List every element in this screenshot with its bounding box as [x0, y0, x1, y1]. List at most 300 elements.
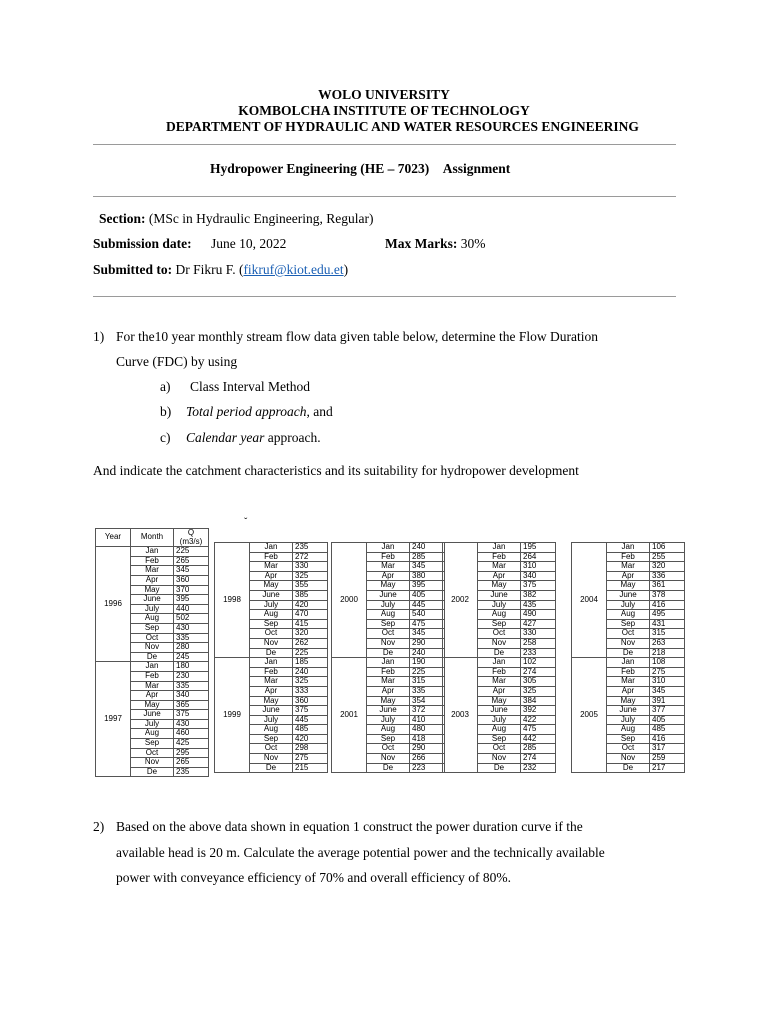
month-cell: June	[607, 590, 650, 600]
month-cell: Aug	[250, 610, 293, 620]
flow-cell: 335	[174, 633, 209, 643]
flow-cell: 372	[410, 706, 445, 716]
month-cell: June	[131, 595, 174, 605]
month-cell: June	[250, 590, 293, 600]
q1-c-label: c)	[160, 430, 171, 445]
q1-line1: For the10 year monthly stream flow data given table below, determine the Flow Duration	[116, 329, 598, 344]
flow-cell: 392	[521, 706, 556, 716]
flow-cell: 360	[293, 696, 328, 706]
month-cell: Sep	[250, 734, 293, 744]
month-cell: Aug	[478, 725, 521, 735]
month-cell: Feb	[478, 667, 521, 677]
flow-cell: 430	[174, 623, 209, 633]
month-cell: Feb	[250, 552, 293, 562]
month-cell: Sep	[250, 619, 293, 629]
flow-cell: 495	[650, 610, 685, 620]
month-cell: July	[367, 715, 410, 725]
email-link[interactable]: fikruf@kiot.edu.et	[243, 262, 344, 277]
month-cell: May	[478, 581, 521, 591]
month-cell: June	[367, 590, 410, 600]
flow-cell: 336	[650, 571, 685, 581]
month-cell: De	[607, 763, 650, 773]
max-marks-label: Max Marks:	[385, 236, 458, 251]
q1-b-italic: Total period approach	[186, 404, 307, 419]
q2-line3: power with conveyance efficiency of 70% and overall efficiency of 80%.	[116, 870, 511, 885]
month-cell: De	[250, 763, 293, 773]
q1-a-text: Class Interval Method	[190, 379, 310, 394]
flow-table-group	[331, 542, 445, 773]
flow-table-group	[214, 542, 328, 773]
month-cell: Mar	[367, 562, 410, 572]
flow-cell: 325	[293, 571, 328, 581]
flow-cell: 335	[410, 686, 445, 696]
flow-cell: 245	[174, 652, 209, 662]
flow-cell: 265	[174, 758, 209, 768]
flow-cell: 361	[650, 581, 685, 591]
assignment-label: Assignment	[442, 161, 511, 176]
year-cell: 2001	[332, 658, 367, 773]
flow-cell: 345	[174, 566, 209, 576]
flow-cell: 240	[410, 543, 445, 553]
month-cell: Apr	[367, 686, 410, 696]
month-cell: Jan	[131, 662, 174, 672]
month-cell: Feb	[367, 667, 410, 677]
month-cell: Oct	[131, 748, 174, 758]
month-cell: Jan	[250, 658, 293, 668]
month-cell: Aug	[478, 610, 521, 620]
table-row	[332, 543, 445, 553]
flow-cell: 263	[650, 638, 685, 648]
flow-cell: 485	[293, 725, 328, 735]
flow-cell: 405	[650, 715, 685, 725]
flow-cell: 395	[174, 595, 209, 605]
month-cell: July	[250, 715, 293, 725]
flow-table-group	[442, 542, 556, 773]
submission-date-line	[93, 236, 192, 252]
submission-date-label: Submission date:	[93, 236, 192, 251]
flow-cell: 218	[650, 648, 685, 658]
month-cell: Feb	[478, 552, 521, 562]
month-cell: Nov	[478, 638, 521, 648]
month-cell: Apr	[250, 686, 293, 696]
year-cell: 1997	[96, 662, 131, 777]
divider	[93, 144, 676, 145]
flow-cell: 225	[410, 667, 445, 677]
flow-cell: 360	[174, 575, 209, 585]
flow-cell: 375	[521, 581, 556, 591]
month-cell: Sep	[478, 619, 521, 629]
month-cell: Jan	[607, 543, 650, 553]
table-row	[572, 543, 685, 553]
table-row	[332, 658, 445, 668]
month-cell: De	[367, 763, 410, 773]
month-cell: Mar	[607, 677, 650, 687]
month-cell: Apr	[250, 571, 293, 581]
flow-cell: 290	[410, 638, 445, 648]
flow-cell: 259	[650, 754, 685, 764]
flow-cell: 420	[293, 600, 328, 610]
flow-table-group	[571, 542, 685, 773]
flow-cell: 240	[293, 667, 328, 677]
year-cell: 2005	[572, 658, 607, 773]
course-name: Hydropower Engineering (HE – 7023)	[210, 161, 430, 176]
flow-cell: 345	[410, 562, 445, 572]
q1-c-text	[186, 430, 321, 446]
month-cell: June	[131, 710, 174, 720]
flow-cell: 440	[174, 604, 209, 614]
max-marks-line	[385, 236, 485, 252]
flow-cell: 258	[521, 638, 556, 648]
table-header-month: Month	[131, 529, 174, 547]
q1-b-label: b)	[160, 404, 172, 419]
month-cell: Jan	[478, 658, 521, 668]
month-cell: Mar	[607, 562, 650, 572]
flow-cell: 330	[293, 562, 328, 572]
flow-cell: 460	[174, 729, 209, 739]
month-cell: Feb	[607, 552, 650, 562]
month-cell: Apr	[607, 571, 650, 581]
flow-cell: 375	[293, 706, 328, 716]
month-cell: Sep	[367, 619, 410, 629]
flow-cell: 320	[293, 629, 328, 639]
flow-cell: 264	[521, 552, 556, 562]
month-cell: Nov	[131, 643, 174, 653]
month-cell: July	[131, 604, 174, 614]
month-cell: Sep	[367, 734, 410, 744]
month-cell: Oct	[367, 744, 410, 754]
flow-cell: 480	[410, 725, 445, 735]
month-cell: July	[478, 600, 521, 610]
month-cell: Apr	[131, 575, 174, 585]
flow-cell: 285	[410, 552, 445, 562]
year-cell: 1998	[215, 543, 250, 658]
month-cell: Oct	[250, 629, 293, 639]
flow-cell: 422	[521, 715, 556, 725]
month-cell: Sep	[478, 734, 521, 744]
month-cell: Sep	[131, 623, 174, 633]
month-cell: Mar	[250, 677, 293, 687]
month-cell: De	[478, 763, 521, 773]
month-cell: July	[131, 719, 174, 729]
month-cell: Nov	[367, 638, 410, 648]
q2-line2: available head is 20 m. Calculate the average potential power and the technically available	[116, 845, 605, 860]
flow-cell: 266	[410, 754, 445, 764]
month-cell: Jan	[478, 543, 521, 553]
month-cell: Aug	[607, 610, 650, 620]
table-header-q: Q (m3/s)	[174, 529, 209, 547]
table-header-row	[96, 529, 209, 547]
flow-cell: 485	[650, 725, 685, 735]
flow-cell: 315	[410, 677, 445, 687]
q1-c-italic: Calendar year	[186, 430, 265, 445]
month-cell: Jan	[367, 658, 410, 668]
month-cell: Jan	[367, 543, 410, 553]
month-cell: Apr	[478, 571, 521, 581]
flow-cell: 275	[293, 754, 328, 764]
flow-cell: 320	[650, 562, 685, 572]
month-cell: Apr	[367, 571, 410, 581]
month-cell: Jan	[131, 547, 174, 557]
flow-cell: 333	[293, 686, 328, 696]
flow-cell: 235	[174, 767, 209, 777]
month-cell: June	[607, 706, 650, 716]
submitted-to-label: Submitted to:	[93, 262, 173, 277]
flow-cell: 195	[521, 543, 556, 553]
flow-cell: 275	[650, 667, 685, 677]
month-cell: Oct	[607, 744, 650, 754]
flow-cell: 285	[521, 744, 556, 754]
flow-cell: 355	[293, 581, 328, 591]
flow-cell: 354	[410, 696, 445, 706]
month-cell: July	[607, 600, 650, 610]
section-value: (MSc in Hydraulic Engineering, Regular)	[145, 211, 374, 226]
flow-cell: 274	[521, 667, 556, 677]
month-cell: De	[478, 648, 521, 658]
q1-line2: Curve (FDC) by using	[116, 354, 238, 369]
flow-table	[331, 542, 445, 773]
month-cell: May	[367, 696, 410, 706]
flow-cell: 340	[174, 691, 209, 701]
table-row	[443, 658, 556, 668]
submitted-to-close: )	[343, 262, 349, 277]
year-cell: 2002	[443, 543, 478, 658]
month-cell: Sep	[131, 739, 174, 749]
flow-cell: 185	[293, 658, 328, 668]
month-cell: May	[131, 585, 174, 595]
flow-cell: 225	[174, 547, 209, 557]
month-cell: Sep	[607, 734, 650, 744]
month-cell: June	[478, 590, 521, 600]
year-cell: 1996	[96, 547, 131, 662]
flow-table-group	[95, 528, 209, 777]
month-cell: Feb	[250, 667, 293, 677]
flow-cell: 315	[650, 629, 685, 639]
month-cell: De	[131, 767, 174, 777]
month-cell: Nov	[478, 754, 521, 764]
flow-cell: 215	[293, 763, 328, 773]
month-cell: May	[367, 581, 410, 591]
flow-cell: 416	[650, 600, 685, 610]
flow-cell: 370	[174, 585, 209, 595]
flow-cell: 410	[410, 715, 445, 725]
flow-cell: 490	[521, 610, 556, 620]
month-cell: Feb	[607, 667, 650, 677]
submitted-to-name: Dr Fikru F. (	[172, 262, 244, 277]
month-cell: July	[607, 715, 650, 725]
q1-a-label: a)	[160, 379, 171, 394]
month-cell: Nov	[367, 754, 410, 764]
flow-cell: 395	[410, 581, 445, 591]
flow-cell: 445	[293, 715, 328, 725]
flow-cell: 223	[410, 763, 445, 773]
month-cell: Nov	[250, 754, 293, 764]
table-row	[215, 658, 328, 668]
flow-cell: 431	[650, 619, 685, 629]
month-cell: Apr	[131, 691, 174, 701]
month-cell: July	[367, 600, 410, 610]
month-cell: Mar	[367, 677, 410, 687]
flow-cell: 435	[521, 600, 556, 610]
month-cell: Aug	[131, 614, 174, 624]
month-cell: May	[607, 581, 650, 591]
month-cell: De	[367, 648, 410, 658]
flow-cell: 382	[521, 590, 556, 600]
month-cell: Oct	[478, 744, 521, 754]
flow-table	[442, 542, 556, 773]
flow-cell: 325	[293, 677, 328, 687]
flow-cell: 108	[650, 658, 685, 668]
flow-cell: 310	[521, 562, 556, 572]
q1-c-rest: approach.	[264, 430, 321, 445]
month-cell: De	[607, 648, 650, 658]
flow-cell: 230	[174, 671, 209, 681]
flow-cell: 272	[293, 552, 328, 562]
flow-table	[95, 528, 209, 777]
month-cell: Feb	[131, 556, 174, 566]
month-cell: Mar	[131, 566, 174, 576]
month-cell: Mar	[131, 681, 174, 691]
flow-cell: 475	[410, 619, 445, 629]
month-cell: Aug	[131, 729, 174, 739]
month-cell: Oct	[607, 629, 650, 639]
flow-cell: 102	[521, 658, 556, 668]
month-cell: July	[250, 600, 293, 610]
flow-cell: 427	[521, 619, 556, 629]
flow-cell: 502	[174, 614, 209, 624]
month-cell: Oct	[131, 633, 174, 643]
divider	[93, 296, 676, 297]
flow-cell: 305	[521, 677, 556, 687]
submission-date-value: June 10, 2022	[211, 236, 287, 251]
flow-cell: 425	[174, 739, 209, 749]
flow-cell: 335	[174, 681, 209, 691]
flow-cell: 442	[521, 734, 556, 744]
flow-cell: 310	[650, 677, 685, 687]
q1-b-rest: , and	[306, 404, 333, 419]
flow-cell: 475	[521, 725, 556, 735]
flow-cell: 365	[174, 700, 209, 710]
flow-cell: 418	[410, 734, 445, 744]
month-cell: De	[131, 652, 174, 662]
flow-cell: 385	[293, 590, 328, 600]
q2-line1: Based on the above data shown in equation 1 construct the power duration curve if the	[116, 819, 583, 834]
flow-cell: 298	[293, 744, 328, 754]
month-cell: Nov	[131, 758, 174, 768]
year-cell: 2004	[572, 543, 607, 658]
month-cell: Feb	[367, 552, 410, 562]
q2-number: 2)	[93, 819, 105, 834]
flow-cell: 415	[293, 619, 328, 629]
month-cell: June	[367, 706, 410, 716]
flow-cell: 470	[293, 610, 328, 620]
department-name: DEPARTMENT OF HYDRAULIC AND WATER RESOURCES ENGINEERING	[166, 119, 639, 134]
institute-name: KOMBOLCHA INSTITUTE OF TECHNOLOGY	[238, 103, 530, 118]
flow-cell: 377	[650, 706, 685, 716]
month-cell: June	[478, 706, 521, 716]
table-header-year: Year	[96, 529, 131, 547]
month-cell: Aug	[607, 725, 650, 735]
flow-cell: 225	[293, 648, 328, 658]
flow-table	[214, 542, 328, 773]
month-cell: Aug	[367, 610, 410, 620]
month-cell: Feb	[131, 671, 174, 681]
course-title	[210, 161, 510, 177]
flow-cell: 430	[174, 719, 209, 729]
month-cell: June	[250, 706, 293, 716]
month-cell: May	[250, 696, 293, 706]
month-cell: De	[250, 648, 293, 658]
flow-cell: 380	[410, 571, 445, 581]
flow-cell: 375	[174, 710, 209, 720]
month-cell: Sep	[607, 619, 650, 629]
flow-cell: 190	[410, 658, 445, 668]
q1-conclusion: And indicate the catchment characteristics and its suitability for hydropower development	[93, 463, 579, 478]
flow-cell: 384	[521, 696, 556, 706]
flow-cell: 274	[521, 754, 556, 764]
table-row	[215, 543, 328, 553]
flow-cell: 290	[410, 744, 445, 754]
month-cell: May	[607, 696, 650, 706]
month-cell: Jan	[607, 658, 650, 668]
year-cell: 2003	[443, 658, 478, 773]
flow-cell: 265	[174, 556, 209, 566]
flow-cell: 317	[650, 744, 685, 754]
table-row	[572, 658, 685, 668]
flow-cell: 295	[174, 748, 209, 758]
university-name: WOLO UNIVERSITY	[318, 87, 450, 102]
flow-cell: 345	[650, 686, 685, 696]
flow-cell: 325	[521, 686, 556, 696]
month-cell: Apr	[607, 686, 650, 696]
max-marks-value: 30%	[457, 236, 486, 251]
month-cell: Mar	[478, 677, 521, 687]
flow-cell: 340	[521, 571, 556, 581]
flow-cell: 345	[410, 629, 445, 639]
divider	[93, 196, 676, 197]
month-cell: Apr	[478, 686, 521, 696]
flow-cell: 420	[293, 734, 328, 744]
month-cell: May	[478, 696, 521, 706]
month-cell: Nov	[607, 754, 650, 764]
month-cell: Nov	[607, 638, 650, 648]
month-cell: Aug	[367, 725, 410, 735]
flow-cell: 217	[650, 763, 685, 773]
month-cell: Mar	[478, 562, 521, 572]
month-cell: Oct	[367, 629, 410, 639]
flow-cell: 405	[410, 590, 445, 600]
flow-cell: 240	[410, 648, 445, 658]
flow-table	[571, 542, 685, 773]
year-cell: 2000	[332, 543, 367, 658]
flow-cell: 280	[174, 643, 209, 653]
flow-cell: 378	[650, 590, 685, 600]
flow-cell: 330	[521, 629, 556, 639]
month-cell: May	[250, 581, 293, 591]
flow-cell: 391	[650, 696, 685, 706]
month-cell: Oct	[478, 629, 521, 639]
month-cell: Nov	[250, 638, 293, 648]
section-line	[99, 211, 373, 227]
q1-number: 1)	[93, 329, 105, 344]
flow-cell: 232	[521, 763, 556, 773]
month-cell: Aug	[250, 725, 293, 735]
submitted-to-line	[93, 262, 348, 278]
flow-cell: 255	[650, 552, 685, 562]
flow-cell: 262	[293, 638, 328, 648]
month-cell: Jan	[250, 543, 293, 553]
month-cell: May	[131, 700, 174, 710]
section-label: Section:	[99, 211, 146, 226]
